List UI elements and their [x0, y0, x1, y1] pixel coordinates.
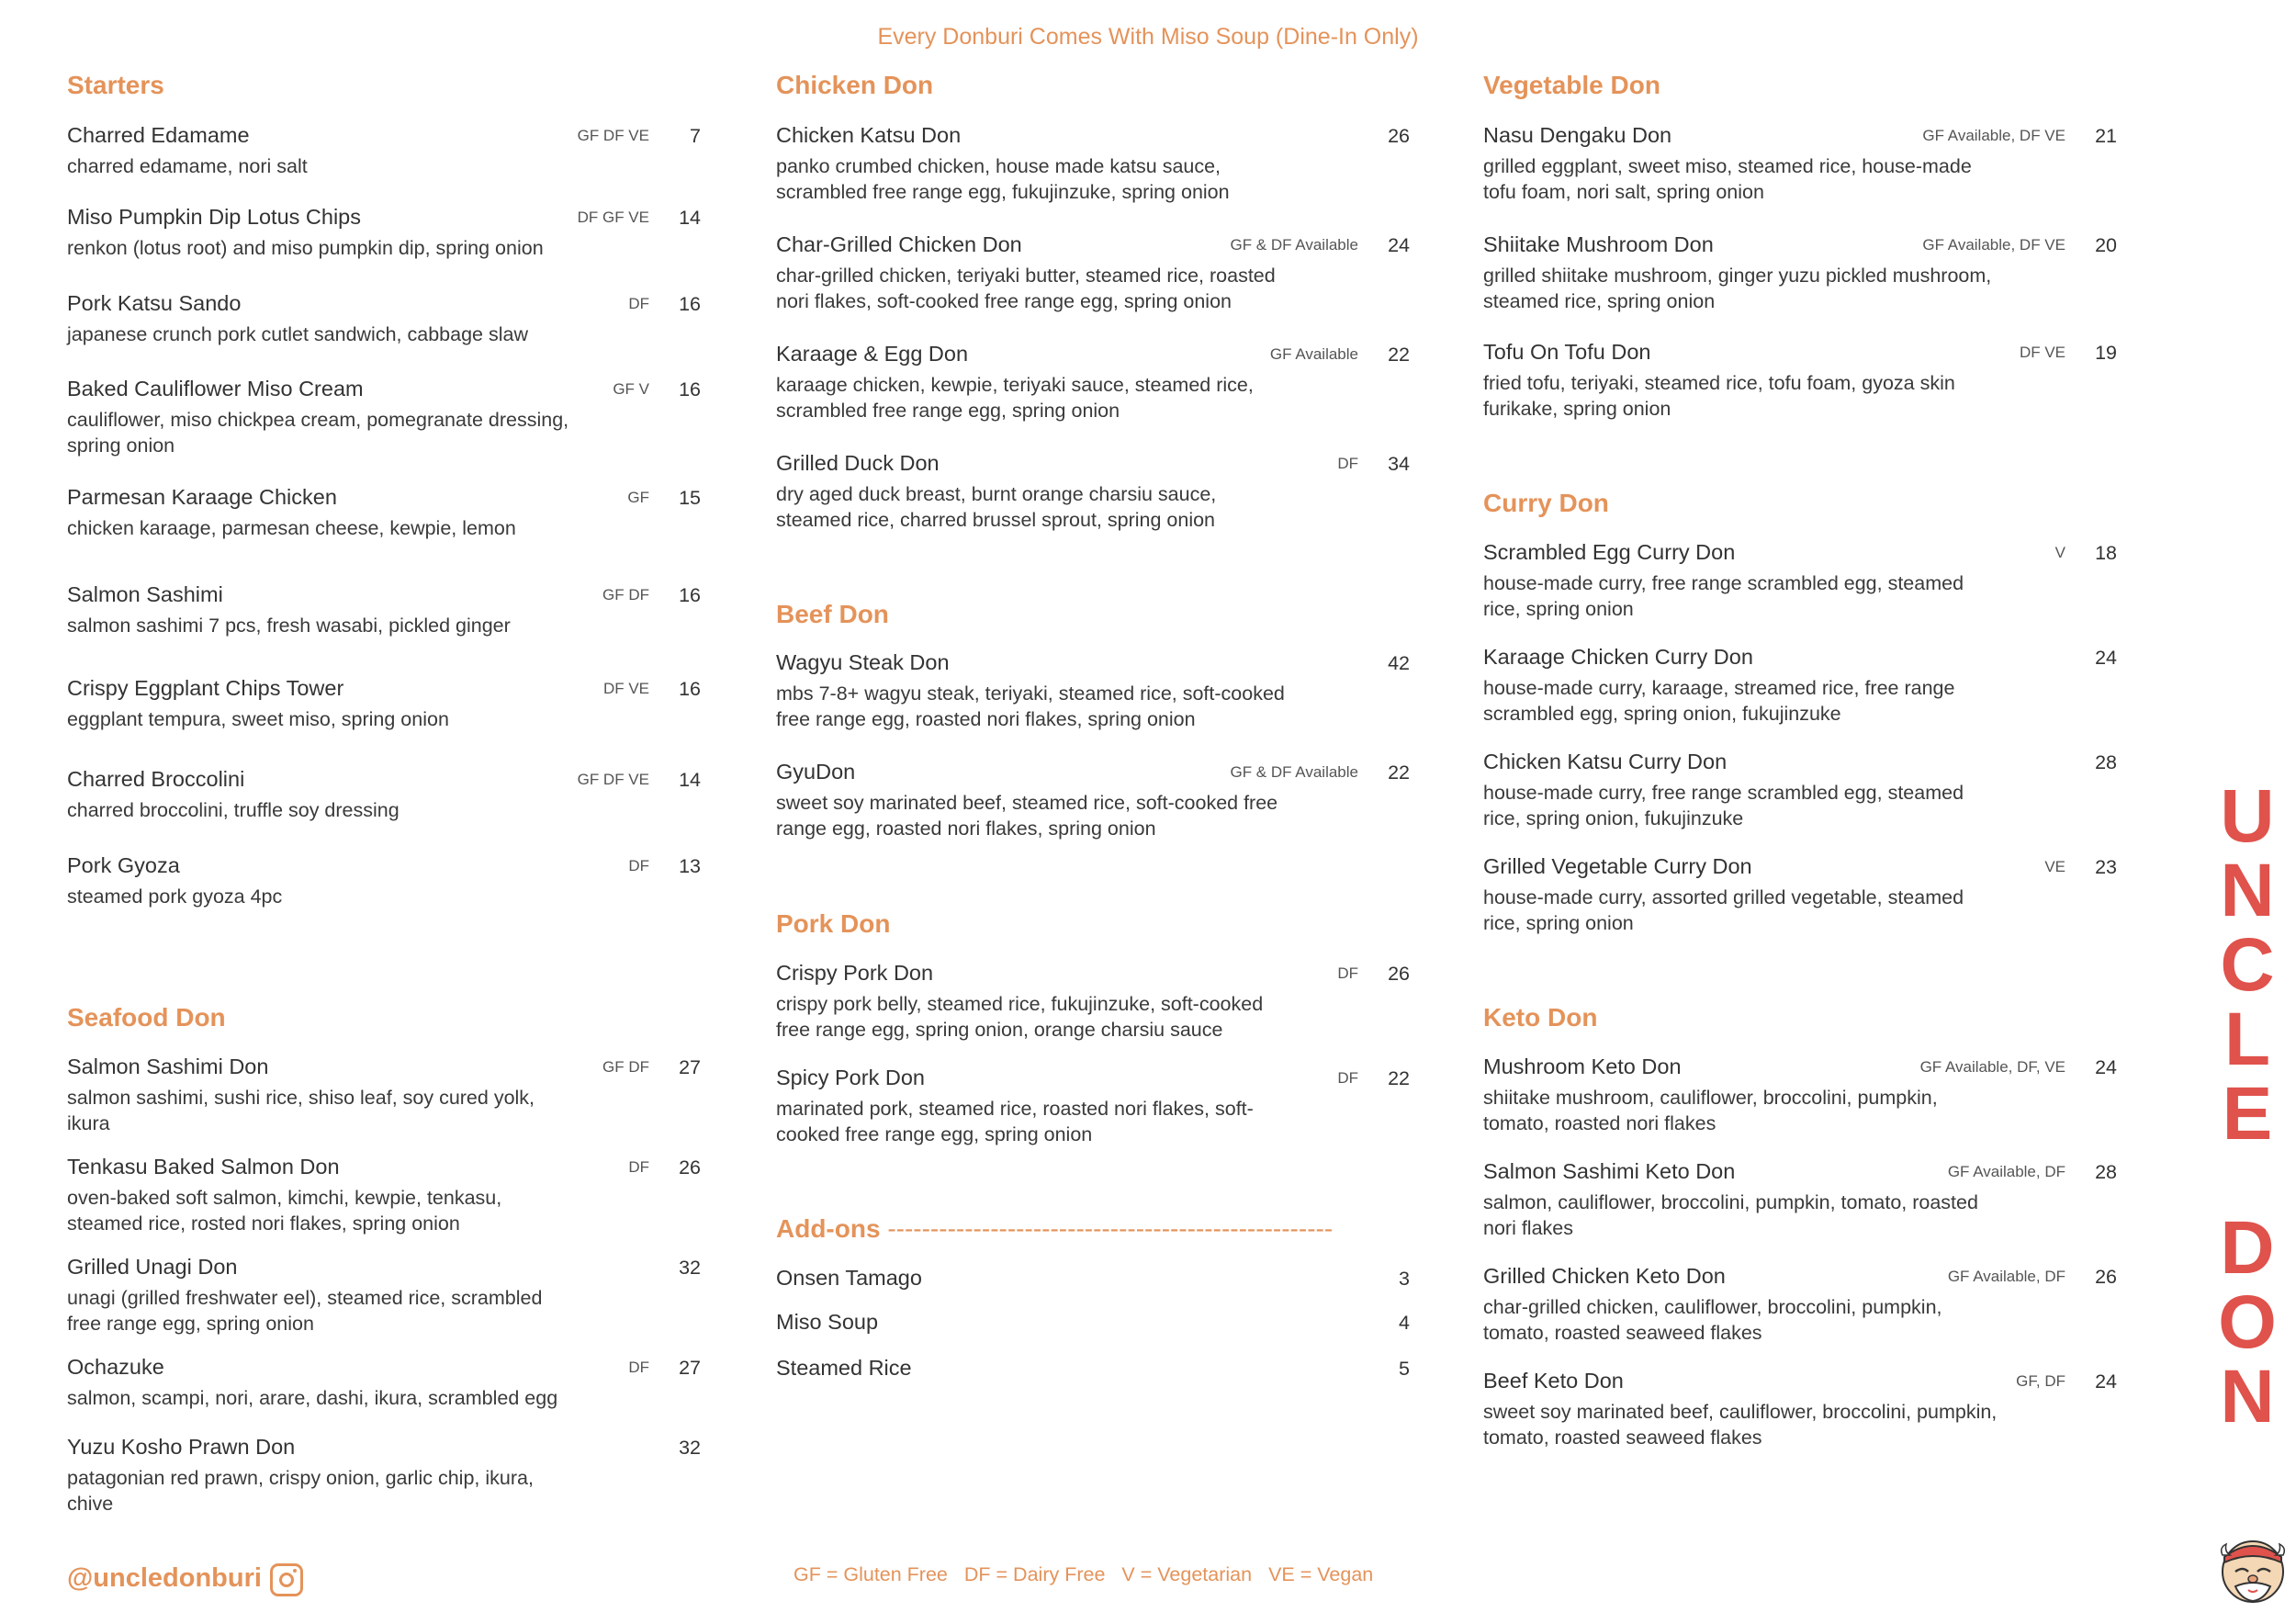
- section-title-curry: Curry Don: [1483, 489, 1609, 517]
- item-price: 28: [2095, 1161, 2117, 1183]
- item-price: 26: [2095, 1266, 2117, 1288]
- legend-ve: VE = Vegan: [1268, 1563, 1374, 1585]
- item-price: 34: [1388, 453, 1410, 475]
- item-price: 28: [2095, 751, 2117, 773]
- item-desc: salmon, cauliflower, broccolini, pumpkin, tomato, roasted nori flakes: [1483, 1191, 1978, 1239]
- item-desc: cauliflower, miso chickpea cream, pomegranate dressing, spring onion: [67, 409, 569, 457]
- item-name: Scrambled Egg Curry Don: [1483, 540, 1736, 564]
- diet-legend: [793, 1563, 1390, 1586]
- item-price: 26: [1388, 963, 1410, 985]
- item-desc: renkon (lotus root) and miso pumpkin dip, spring onion: [67, 237, 544, 259]
- item-desc: eggplant tempura, sweet miso, spring onion: [67, 708, 449, 730]
- item-price: 16: [679, 584, 701, 606]
- section-title-chicken: Chicken Don: [776, 71, 934, 99]
- item-desc: house-made curry, karaage, streamed rice, free range scrambled egg, spring onion, fukujinzuke: [1483, 677, 1955, 725]
- item-desc: sweet soy marinated beef, cauliflower, broccolini, pumpkin, tomato, roasted seaweed flakes: [1483, 1401, 1998, 1449]
- item-price: 5: [1399, 1358, 1410, 1380]
- item-desc: dry aged duck breast, burnt orange charsiu sauce, steamed rice, charred brussel sprout, spring onion: [776, 483, 1217, 531]
- item-price: 26: [1388, 125, 1410, 147]
- item-name: Tenkasu Baked Salmon Don: [67, 1155, 340, 1179]
- item-desc: house-made curry, assorted grilled vegetable, steamed rice, spring onion: [1483, 886, 1964, 934]
- item-name: Miso Soup: [776, 1310, 879, 1334]
- item-name: Salmon Sashimi: [67, 582, 223, 606]
- item-name: Shiitake Mushroom Don: [1483, 232, 1714, 256]
- item-price: 14: [679, 769, 701, 791]
- item-desc: marinated pork, steamed rice, roasted nori flakes, soft-cooked free range egg, spring onion: [776, 1098, 1254, 1145]
- item-price: 15: [679, 487, 701, 509]
- item-name: Mushroom Keto Don: [1483, 1054, 1682, 1078]
- item-desc: crispy pork belly, steamed rice, fukujinzuke, soft-cooked free range egg, spring onion, orange charsiu sauce: [776, 993, 1264, 1041]
- brand-wordmark: [2215, 774, 2279, 1438]
- item-desc: unagi (grilled freshwater eel), steamed rice, scrambled free range egg, spring onion: [67, 1287, 543, 1335]
- item-price: 24: [1388, 234, 1410, 256]
- item-desc: char-grilled chicken, cauliflower, broccolini, pumpkin, tomato, roasted seaweed flakes: [1483, 1296, 1942, 1344]
- item-desc: salmon sashimi, sushi rice, shiso leaf, soy cured yolk, ikura: [67, 1087, 535, 1134]
- mascot-logo-icon: [2215, 1529, 2290, 1608]
- item-price: 7: [690, 125, 701, 147]
- item-price: 32: [679, 1437, 701, 1459]
- brand-letter: C: [2220, 923, 2275, 1007]
- item-diet: GF DF: [602, 1058, 649, 1076]
- item-desc: steamed pork gyoza 4pc: [67, 885, 283, 908]
- item-name: Grilled Vegetable Curry Don: [1483, 854, 1752, 878]
- item-desc: charred broccolini, truffle soy dressing: [67, 799, 400, 821]
- item-diet: DF: [1337, 964, 1358, 982]
- item-name: Pork Gyoza: [67, 853, 180, 877]
- brand-letter: E: [2222, 1072, 2273, 1156]
- item-desc: grilled shiitake mushroom, ginger yuzu pickled mushroom, steamed rice, spring onion: [1483, 265, 1992, 312]
- item-price: 27: [679, 1056, 701, 1078]
- item-desc: salmon sashimi 7 pcs, fresh wasabi, pickled ginger: [67, 615, 511, 637]
- item-name: Salmon Sashimi Keto Don: [1483, 1159, 1736, 1183]
- item-price: 20: [2095, 234, 2117, 256]
- brand-letter: U: [2220, 774, 2275, 858]
- brand-letter: N: [2220, 849, 2275, 932]
- item-diet: GF Available: [1269, 345, 1358, 363]
- item-diet: DF GF VE: [577, 209, 649, 226]
- item-diet: GF V: [613, 380, 649, 398]
- item-name: Grilled Duck Don: [776, 451, 940, 475]
- item-diet: VE: [2044, 858, 2065, 875]
- item-name: Tofu On Tofu Don: [1483, 340, 1651, 364]
- item-desc: fried tofu, teriyaki, steamed rice, tofu foam, gyoza skin furikake, spring onion: [1483, 372, 1955, 420]
- item-name: Karaage & Egg Don: [776, 342, 969, 366]
- item-name: Baked Cauliflower Miso Cream: [67, 377, 364, 400]
- item-diet: GF Available, DF: [1947, 1268, 2065, 1285]
- item-price: 3: [1399, 1268, 1410, 1290]
- item-diet: DF: [628, 295, 649, 312]
- item-desc: house-made curry, free range scrambled egg, steamed rice, spring onion, fukujinzuke: [1483, 782, 1964, 829]
- item-diet: GF DF: [602, 586, 649, 603]
- item-price: 16: [679, 378, 701, 400]
- section-title-vegetable: Vegetable Don: [1483, 71, 1660, 99]
- brand-letter: N: [2220, 1355, 2275, 1438]
- item-desc: panko crumbed chicken, house made katsu sauce, scrambled free range egg, fukujinzuke, spring onion: [776, 155, 1230, 203]
- section-title-seafood: Seafood Don: [67, 1003, 226, 1032]
- item-price: 21: [2095, 125, 2117, 147]
- item-desc: karaage chicken, kewpie, teriyaki sauce, steamed rice, scrambled free range egg, spring onion: [776, 374, 1254, 422]
- item-price: 26: [679, 1156, 701, 1179]
- section-title-starters: Starters: [67, 71, 164, 99]
- item-desc: grilled eggplant, sweet miso, steamed rice, house-made tofu foam, nori salt, spring onion: [1483, 155, 1972, 203]
- item-desc: salmon, scampi, nori, arare, dashi, ikura, scrambled egg: [67, 1387, 558, 1409]
- instagram-handle-link[interactable]: @uncledonburi: [67, 1563, 262, 1593]
- item-diet: GF DF VE: [577, 127, 649, 144]
- item-name: Grilled Unagi Don: [67, 1255, 238, 1279]
- addons-dashes: ----------------------------------------------------: [887, 1214, 1334, 1243]
- legend-v: V = Vegetarian: [1121, 1563, 1253, 1585]
- item-name: Charred Broccolini: [67, 767, 245, 791]
- item-price: 4: [1399, 1312, 1410, 1334]
- item-name: Char-Grilled Chicken Don: [776, 232, 1022, 256]
- item-price: 42: [1388, 652, 1410, 674]
- section-title-keto: Keto Don: [1483, 1003, 1598, 1032]
- item-name: Crispy Pork Don: [776, 961, 934, 985]
- item-diet: DF: [1337, 1069, 1358, 1087]
- item-diet: V: [2054, 544, 2065, 561]
- item-diet: GF & DF Available: [1230, 236, 1358, 254]
- item-diet: GF Available, DF: [1947, 1163, 2065, 1180]
- item-name: GyuDon: [776, 760, 856, 784]
- banner: Every Donburi Comes With Miso Soup (Dine-In Only): [877, 24, 1419, 50]
- item-name: Parmesan Karaage Chicken: [67, 485, 337, 509]
- item-name: Chicken Katsu Curry Don: [1483, 750, 1728, 773]
- item-name: Pork Katsu Sando: [67, 291, 242, 315]
- instagram-icon[interactable]: [270, 1563, 303, 1596]
- item-name: Crispy Eggplant Chips Tower: [67, 676, 344, 700]
- item-price: 22: [1388, 1067, 1410, 1089]
- section-title-pork: Pork Don: [776, 909, 891, 938]
- brand-letter: L: [2223, 998, 2271, 1081]
- item-diet: DF: [628, 1158, 649, 1176]
- item-desc: mbs 7-8+ wagyu steak, teriyaki, steamed rice, soft-cooked free range egg, roasted nori flakes, spring onion: [776, 682, 1285, 730]
- item-price: 27: [679, 1357, 701, 1379]
- item-name: Karaage Chicken Curry Don: [1483, 645, 1753, 669]
- item-diet: GF Available, DF VE: [1922, 236, 2065, 254]
- item-desc: house-made curry, free range scrambled egg, steamed rice, spring onion: [1483, 572, 1964, 620]
- item-name: Beef Keto Don: [1483, 1369, 1624, 1393]
- item-desc: shiitake mushroom, cauliflower, broccolini, pumpkin, tomato, roasted nori flakes: [1483, 1087, 1938, 1134]
- item-diet: DF VE: [602, 680, 649, 697]
- item-diet: DF VE: [2019, 344, 2065, 361]
- item-price: 16: [679, 293, 701, 315]
- item-diet: DF: [628, 1359, 649, 1376]
- item-diet: GF, DF: [2016, 1372, 2065, 1390]
- section-title-addons: [776, 1214, 1333, 1244]
- item-desc: japanese crunch pork cutlet sandwich, cabbage slaw: [67, 323, 528, 345]
- item-name: Miso Pumpkin Dip Lotus Chips: [67, 205, 361, 229]
- item-desc: patagonian red prawn, crispy onion, garlic chip, ikura, chive: [67, 1467, 534, 1515]
- brand-letter: O: [2218, 1280, 2277, 1364]
- item-desc: sweet soy marinated beef, steamed rice, soft-cooked free range egg, roasted nori flakes, spring onion: [776, 792, 1278, 840]
- brand-letter: D: [2220, 1206, 2275, 1290]
- item-price: 22: [1388, 761, 1410, 784]
- item-name: Yuzu Kosho Prawn Don: [67, 1435, 296, 1459]
- brand-gap: [2215, 1151, 2279, 1211]
- item-price: 18: [2095, 542, 2117, 564]
- item-diet: GF DF VE: [577, 771, 649, 788]
- legend-df: DF = Dairy Free: [963, 1563, 1106, 1585]
- item-name: Steamed Rice: [776, 1356, 912, 1380]
- item-price: 13: [679, 855, 701, 877]
- item-desc: charred edamame, nori salt: [67, 155, 308, 177]
- item-diet: GF: [627, 489, 649, 506]
- item-price: 19: [2095, 342, 2117, 364]
- item-name: Ochazuke: [67, 1355, 164, 1379]
- item-diet: GF Available, DF, VE: [1919, 1058, 2065, 1076]
- item-desc: chicken karaage, parmesan cheese, kewpie, lemon: [67, 517, 516, 539]
- item-name: Nasu Dengaku Don: [1483, 123, 1672, 147]
- item-desc: oven-baked soft salmon, kimchi, kewpie, tenkasu, steamed rice, rosted nori flakes, spring onion: [67, 1187, 502, 1235]
- item-desc: char-grilled chicken, teriyaki butter, steamed rice, roasted nori flakes, soft-cooked free range egg, spring onion: [776, 265, 1276, 312]
- item-price: 24: [2095, 1370, 2117, 1393]
- item-name: Charred Edamame: [67, 123, 250, 147]
- item-diet: DF: [1337, 455, 1358, 472]
- item-diet: DF: [628, 857, 649, 874]
- item-diet: GF Available, DF VE: [1922, 127, 2065, 144]
- item-name: Chicken Katsu Don: [776, 123, 962, 147]
- item-price: 22: [1388, 344, 1410, 366]
- item-name: Grilled Chicken Keto Don: [1483, 1264, 1726, 1288]
- item-price: 14: [679, 207, 701, 229]
- legend-gf: GF = Gluten Free: [793, 1563, 948, 1585]
- item-name: Wagyu Steak Don: [776, 650, 950, 674]
- item-name: Spicy Pork Don: [776, 1066, 925, 1089]
- item-price: 23: [2095, 856, 2117, 878]
- section-title-beef: Beef Don: [776, 600, 889, 628]
- item-price: 32: [679, 1257, 701, 1279]
- item-name: Salmon Sashimi Don: [67, 1054, 269, 1078]
- item-price: 24: [2095, 647, 2117, 669]
- addons-title: Add-ons: [776, 1214, 881, 1243]
- item-price: 16: [679, 678, 701, 700]
- item-name: Onsen Tamago: [776, 1266, 922, 1290]
- item-price: 24: [2095, 1056, 2117, 1078]
- item-diet: GF & DF Available: [1230, 763, 1358, 781]
